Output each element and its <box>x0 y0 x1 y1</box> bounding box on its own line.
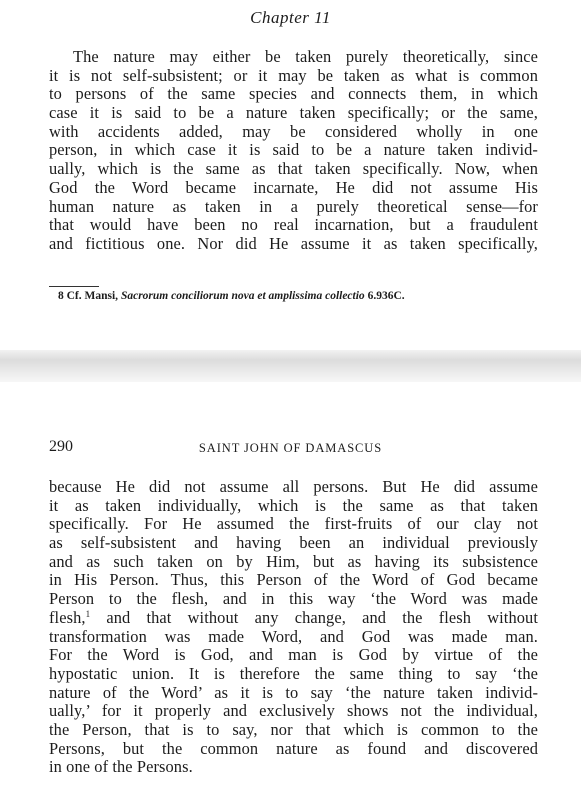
footnote-prefix: 8 Cf. Mansi, <box>58 290 121 302</box>
text-line: The nature may either be taken purely theoretically, since <box>73 47 538 66</box>
footnote-rule <box>49 286 99 287</box>
text-line: it is not self-subsistent; or it may be taken as what is common <box>49 65 538 85</box>
footnote <box>58 290 405 302</box>
text-line: in His Person. Thus, this Person of the Word of God became <box>49 570 538 590</box>
text-line-start: flesh, <box>49 607 86 627</box>
chapter-heading: Chapter 11 <box>250 8 331 27</box>
page-number: 290 <box>49 438 73 455</box>
text-line: ually,’ for it properly and exclusively shows not the individual, <box>49 701 538 721</box>
text-line: the Person, that is to say, nor that which is common to the <box>49 719 538 739</box>
footnote-ref: 1 <box>85 608 91 619</box>
text-line: Persons, but the common nature as found and discovered <box>49 738 538 758</box>
text-line: ually, which is the same as that taken specifically. Now, when <box>49 159 538 179</box>
text-line: that would have been no real incarnation, but a fraudulent <box>49 215 538 235</box>
text-line: specifically. For He assumed the first-fruits of our clay not <box>49 514 538 534</box>
text-line: nature of the Word’ as it is to say ‘the nature taken individ- <box>49 682 538 702</box>
footnote-title: Sacrorum conciliorum nova et amplissima collectio <box>120 290 365 302</box>
text-line: God the Word became incarnate, He did not assume His <box>49 177 538 197</box>
text-line: it as taken individually, which is the same as that taken <box>49 495 538 515</box>
text-line-end: and that without any change, and the flesh without <box>106 607 538 627</box>
footnote-suffix: 6.936C. <box>364 290 405 302</box>
text-line: case it is said to be a nature taken specifically; or the same, <box>49 103 538 123</box>
text-line: and fictitious one. Nor did He assume it as taken specifically, <box>49 233 538 253</box>
page-separator <box>0 350 581 382</box>
text-line: and as such taken on by Him, but as having its subsistence <box>49 551 538 571</box>
text-line: with accidents added, may be considered wholly in one <box>49 121 538 141</box>
bottom-page-body <box>49 478 538 777</box>
text-line: human nature as taken in a purely theoretical sense—for <box>49 196 538 216</box>
text-line: in one of the Persons. <box>49 757 193 777</box>
text-line: to persons of the same species and connects them, in which <box>49 84 538 104</box>
text-line: transformation was made Word, and God was made man. <box>49 626 538 646</box>
running-head: SAINT JOHN OF DAMASCUS <box>198 441 383 455</box>
text-line: Person to the flesh, and in this way ‘the Word was made <box>49 589 538 609</box>
text-line: For the Word is God, and man is God by virtue of the <box>49 645 538 665</box>
text-line: hypostatic union. It is therefore the same thing to say ‘the <box>49 663 538 683</box>
text-line: person, in which case it is said to be a nature taken individ- <box>49 140 538 160</box>
top-page-body <box>49 48 538 254</box>
text-line: because He did not assume all persons. But He did assume <box>49 477 538 496</box>
top-page <box>0 0 581 350</box>
text-line <box>49 609 538 628</box>
text-line: as self-subsistent and having been an individual previously <box>49 533 538 553</box>
